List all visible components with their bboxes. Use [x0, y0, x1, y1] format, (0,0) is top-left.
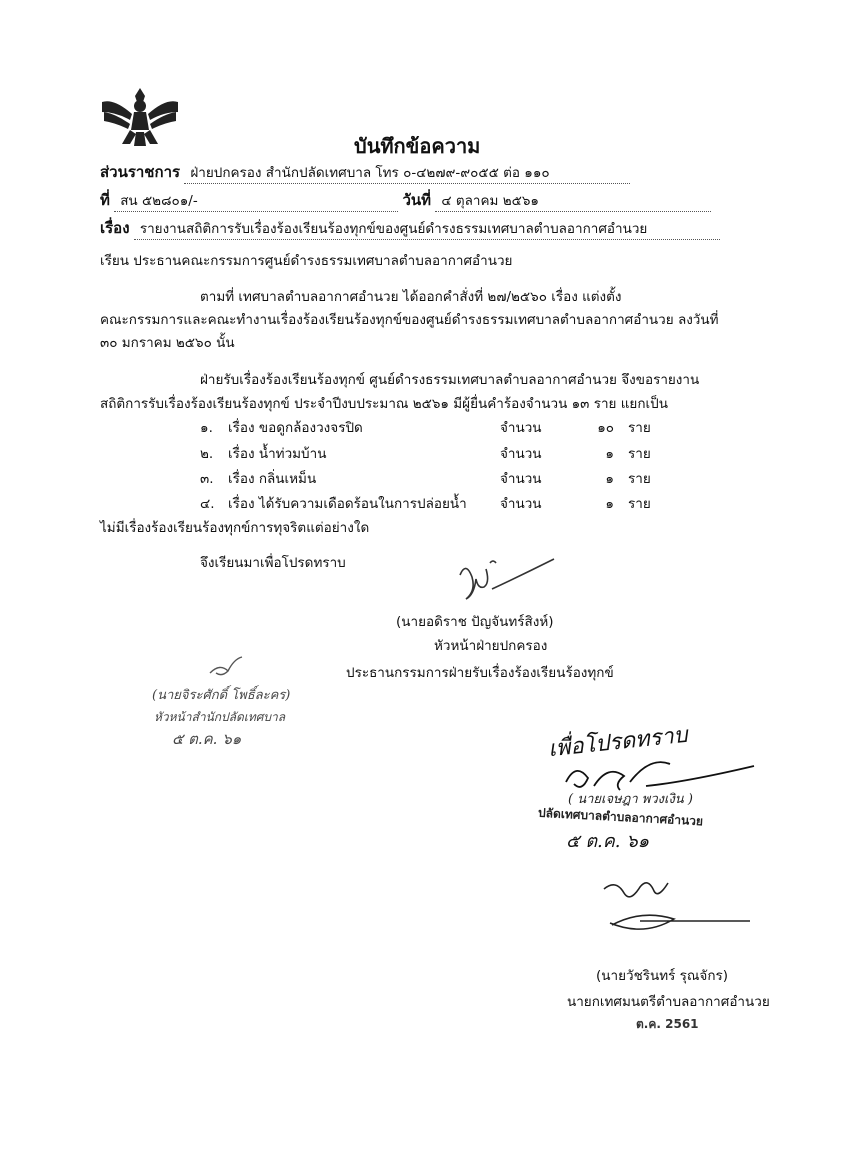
para2-line1: ฝ่ายรับเรื่องร้องเรียนร้องทุกข์ ศูนย์ดำรงธรรมเทศบาลตำบลอากาศอำนวย จึงขอรายงาน: [200, 372, 700, 388]
handnote-right-remark: เพื่อโปรดทราบ: [547, 722, 689, 763]
agency-label: ส่วนราชการ: [100, 163, 181, 181]
initial-mark-icon: [206, 655, 246, 679]
ref-row: [100, 188, 711, 212]
handnote-right-position: ปลัดเทศบาลตำบลอากาศอำนวย: [537, 805, 704, 829]
subject-value: รายงานสถิติการรับเรื่องร้องเรียนร้องทุกข์ของศูนย์ดำรงธรรมเทศบาลตำบลอากาศอำนวย: [134, 217, 720, 240]
handnote-left-position: หัวหน้าสำนักปลัดเทศบาล: [154, 710, 286, 724]
signature-3-icon: [600, 875, 750, 945]
date-label: วันที่: [402, 191, 432, 209]
ref-value: สน ๕๒๘๐๑/-: [114, 189, 398, 212]
signatory1-position: หัวหน้าฝ่ายปกครอง: [434, 638, 548, 654]
list-item: ๒. เรื่อง น้ำท่วมบ้าน จำนวน ๑ ราย: [200, 446, 651, 462]
note-line: ไม่มีเรื่องร้องเรียนร้องทุกข์การทุจริตแต่อย่างใด: [100, 520, 370, 536]
agency-value: ฝ่ายปกครอง สำนักปลัดเทศบาล โทร ๐-๔๒๗๙-๙๐๕๕ ต่อ ๑๑๐: [184, 161, 630, 184]
ref-label: ที่: [100, 191, 110, 209]
handnote-left-name: (นายจิระศักดิ์ โพธิ์ละคร): [152, 688, 291, 703]
agency-row: [100, 160, 630, 184]
para2-line2: สถิติการรับเรื่องร้องเรียนร้องทุกข์ ประจำปีงบประมาณ ๒๕๖๑ มีผู้ยื่นคำร้องจำนวน ๑๓ ราย แยกเป็น: [100, 396, 668, 412]
memo-title: บันทึกข้อความ: [354, 134, 481, 158]
signatory2-name: (นายวัชรินทร์ รุณจักร): [596, 968, 729, 984]
list-item: ๓. เรื่อง กลิ่นเหม็น จำนวน ๑ ราย: [200, 471, 651, 487]
handnote-right-date: ๕ ต.ค. ๖๑: [566, 831, 650, 852]
para1-line1: ตามที่ เทศบาลตำบลอากาศอำนวย ได้ออกคำสั่งที่ ๒๗/๒๕๖๐ เรื่อง แต่งตั้ง: [200, 289, 622, 305]
para1-line2: คณะกรรมการและคณะทำงานเรื่องร้องเรียนร้องทุกข์ของศูนย์ดำรงธรรมเทศบาลตำบลอากาศอำนวย ลงวันที่: [100, 312, 719, 328]
signature-1-icon: [450, 555, 560, 605]
salutation: เรียน ประธานคณะกรรมการศูนย์ดำรงธรรมเทศบาลตำบลอากาศอำนวย: [100, 253, 513, 269]
date-value: ๔ ตุลาคม ๒๕๖๑: [435, 189, 711, 212]
handnote-left-date: ๕ ต.ค. ๖๑: [172, 730, 242, 748]
subject-label: เรื่อง: [100, 219, 130, 237]
received-stamp: ต.ค. 2561: [636, 1017, 699, 1031]
list-item: ๑. เรื่อง ขอดูกล้องวงจรปิด จำนวน ๑๐ ราย: [200, 420, 651, 436]
list-item: ๔. เรื่อง ได้รับความเดือดร้อนในการปล่อยน้ำ จำนวน ๑ ราย: [200, 496, 651, 512]
signatory1-name: (นายอดิราช ปัญจันทร์สิงห์): [396, 614, 554, 630]
signatory1-role: ประธานกรรมการฝ่ายรับเรื่องร้องเรียนร้องทุกข์: [346, 665, 614, 681]
garuda-emblem-icon: [100, 82, 180, 154]
signatory2-position: นายกเทศมนตรีตำบลอากาศอำนวย: [567, 994, 770, 1010]
closing-line: จึงเรียนมาเพื่อโปรดทราบ: [200, 555, 346, 571]
subject-row: [100, 216, 720, 240]
para1-line3: ๓๐ มกราคม ๒๕๖๐ นั้น: [100, 335, 235, 351]
handnote-right-name: ( นายเจษฎา พวงเงิน ): [568, 792, 693, 807]
